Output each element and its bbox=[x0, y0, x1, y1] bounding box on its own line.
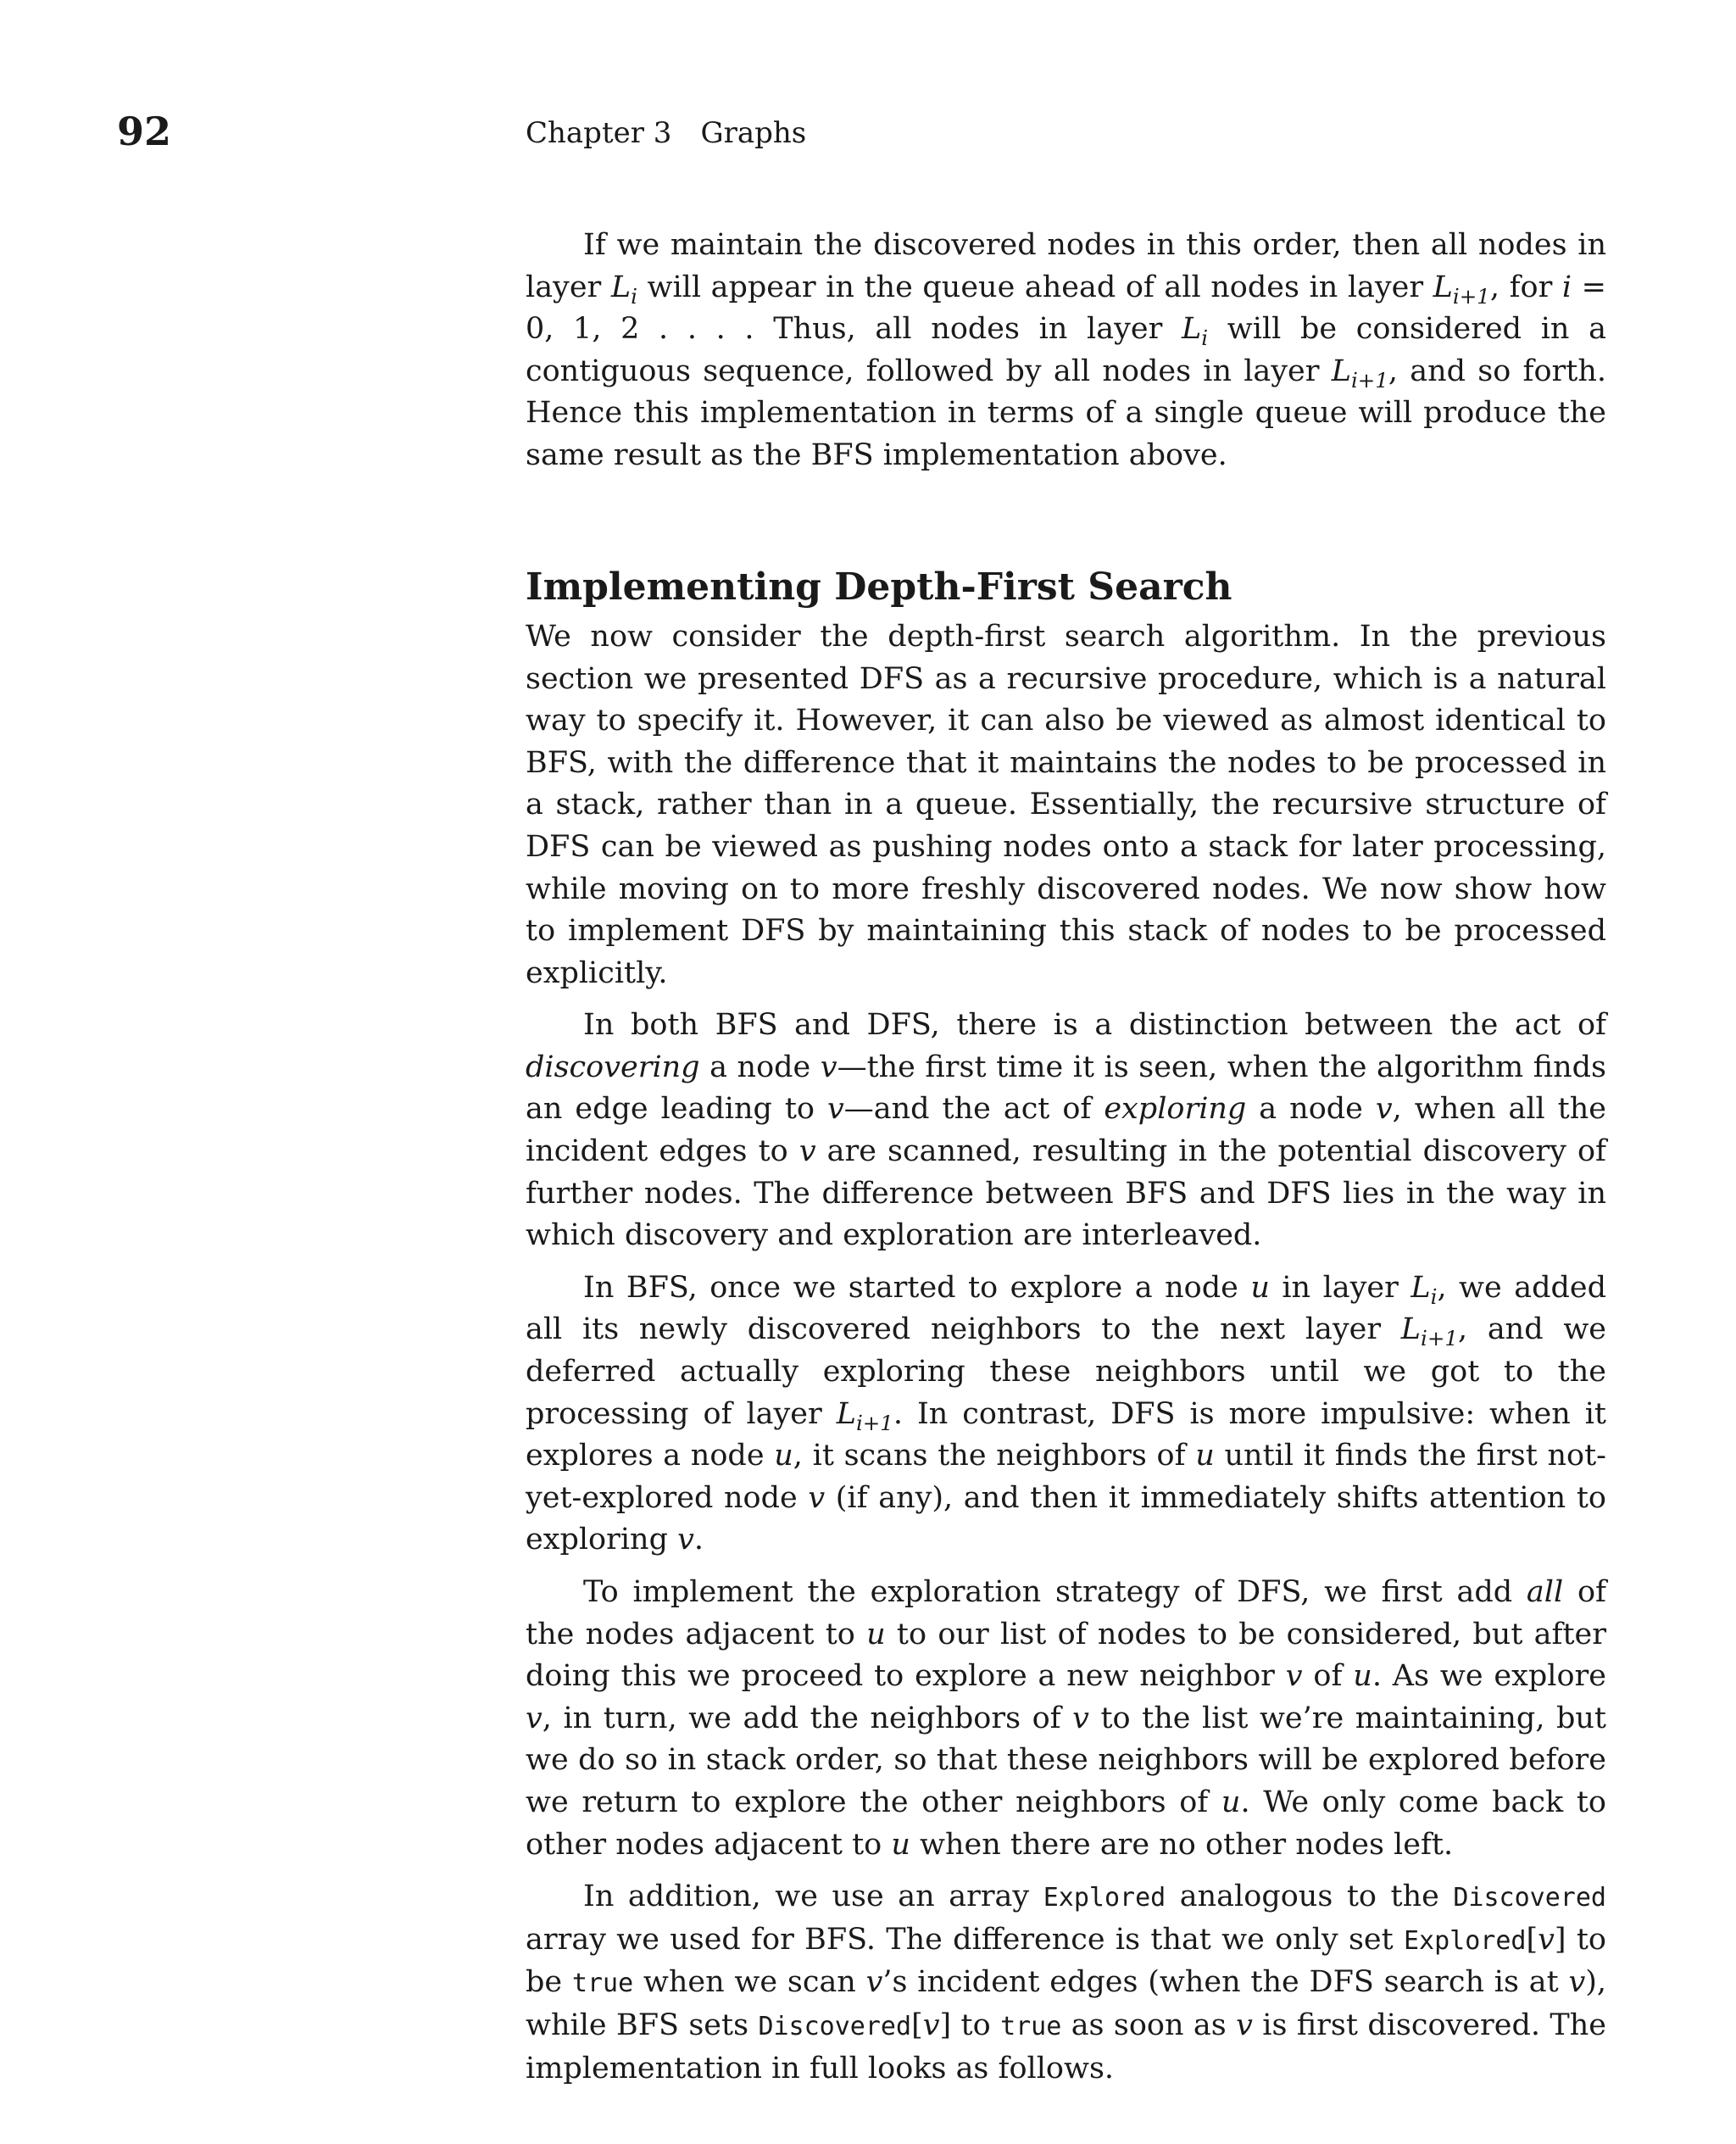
paragraph-discovering-exploring: In both BFS and DFS, there is a distinction between the act of discovering a node v—the first time it is seen, when the algorithm finds an edge leading to v—and the act of exploring a node v, when all the incident edges to v are scanned, resulting in the potential discovery of further nodes. The difference between BFS and DFS lies in the way in which discovery and exploration are interleaved. bbox=[526, 1008, 1606, 1253]
text-column bbox=[526, 225, 1606, 2090]
paragraph-dfs-intro: We now consider the depth-first search algorithm. In the previous section we presented DFS as a recursive procedure, which is a natural way to specify it. However, it can also be viewed as almost identical to BFS, with the difference that it maintains the nodes to be processed in a stack, rather than in a queue. Essentially, the recursive structure of DFS can be viewed as pushing nodes onto a stack for later processing, while moving on to more freshly discovered nodes. We now show how to implement DFS by maintaining this stack of nodes to be processed explicitly. bbox=[526, 619, 1606, 990]
section-heading: Implementing Depth-First Search bbox=[526, 565, 1232, 609]
paragraph-queue-order: If we maintain the discovered nodes in this order, then all nodes in layer $L_i$ will appear in the queue ahead of all nodes in layer $L_{i+1}$, for i = 0, 1, 2 . . . . Thus, all nodes in layer $L_i$ will be considered in a contiguous sequence, followed by all nodes in layer $L_{i+1}$, and so forth. Hence this implementation in terms of a single queue will produce the same result as the BFS implementation above. bbox=[526, 228, 1607, 472]
chapter-label: Chapter 3 bbox=[526, 116, 672, 150]
paragraph-stack-order: To implement the exploration strategy of DFS, we first add all of the nodes adjacent to u to our list of nodes to be considered, but after doing this we proceed to explore a new neighbor v of u. As we explore v, in turn, we add the neighbors of v to the list we’re maintaining, but we do so in stack order, so that these neighbors will be explored before we return to explore the other neighbors of u. We only come back to other nodes adjacent to u when there are no other nodes left. bbox=[526, 1575, 1606, 1862]
chapter-title: Graphs bbox=[700, 116, 807, 150]
running-head bbox=[526, 116, 807, 150]
paragraph-bfs-vs-dfs: In BFS, once we started to explore a node u in layer $L_i$, we added all its newly discovered neighbors to the next layer $L_{i+1}$, and we deferred actually exploring these neighbors until we got to the processing of layer $L_{i+1}$. In contrast, DFS is more impulsive: when it explores a node u, it scans the neighbors of u until it finds the first not-yet-explored node v (if any), and then it immediately shifts attention to exploring v. bbox=[526, 1270, 1607, 1557]
page-number: 92 bbox=[117, 109, 172, 154]
paragraph-explored-array: In addition, we use an array Explored analogous to the Discovered array we used for BFS. The difference is that we only set Explored[v] to be true when we scan v’s incident edges (when the DFS search is at v), while BFS sets Discovered[v] to true as soon as v is first discovered. The implementation in full looks as follows. bbox=[526, 1879, 1606, 2086]
